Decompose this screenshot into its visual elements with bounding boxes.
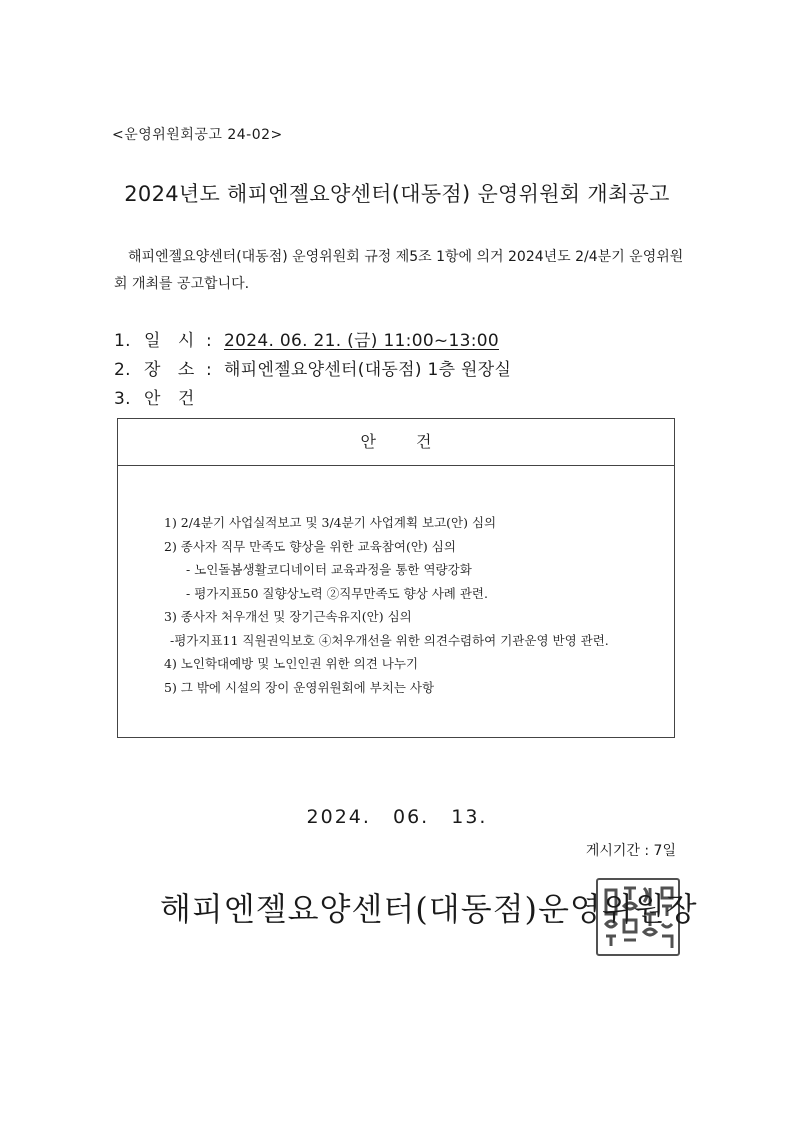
- item-colon: :: [206, 331, 213, 351]
- agenda-header: 안건: [118, 419, 674, 466]
- agenda-subline: - 노인돌봄생활코디네이터 교육과정을 통한 역량강화: [186, 562, 472, 577]
- item-number: 1.: [114, 331, 131, 351]
- item-agenda: [114, 384, 206, 409]
- agenda-line: 4) 노인학대예방 및 노인인권 위한 의견 나누기: [164, 656, 419, 671]
- posting-period: 게시기간 : 7일: [585, 843, 676, 859]
- agenda-subline: - 평가지표50 질향상노력 ②직무만족도 향상 사례 관련.: [186, 585, 488, 601]
- intro-paragraph: [114, 244, 686, 298]
- item-datetime: [114, 326, 499, 351]
- item-number: 2.: [114, 360, 131, 380]
- agenda-line: 2) 종사자 직무 만족도 향상을 위한 교육참여(안) 심의: [164, 538, 456, 554]
- meeting-location: 해피엔젤요양센터(대동점) 1층 원장실: [224, 360, 512, 380]
- organization-signature: 해피엔젤요양센터(대동점)운영위원장: [160, 890, 698, 928]
- agenda-line: 3) 종사자 처우개선 및 장기근속유지(안) 심의: [164, 609, 412, 624]
- agenda-box: [117, 418, 675, 738]
- meeting-datetime: 2024. 06. 21. (금) 11:00~13:00: [224, 331, 499, 351]
- notice-date: 2024. 06. 13.: [306, 806, 488, 828]
- document-title: 2024년도 해피엔젤요양센터(대동점) 운영위원회 개최공고: [124, 182, 670, 206]
- intro-text: 해피엔젤요양센터(대동점) 운영위원회 규정 제5조 1항에 의거 2024년도 2/4분기 운영위원회 개최를 공고합니다.: [114, 249, 684, 292]
- item-location: [114, 355, 511, 380]
- agenda-subline: -평가지표11 직원권익보호 ④처우개선을 위한 의견수렴하여 기관운영 반영 관련.: [170, 632, 609, 648]
- item-colon: :: [206, 360, 213, 380]
- item-number: 3.: [114, 389, 131, 409]
- agenda-list: [164, 511, 609, 699]
- item-label: 일 시: [144, 331, 201, 351]
- item-label: 장 소: [144, 360, 201, 380]
- agenda-line: 5) 그 밖에 시설의 장이 운영위원회에 부치는 사항: [164, 679, 435, 695]
- notice-number: <운영위원회공고 24-02>: [112, 127, 283, 143]
- item-label: 안 건: [144, 389, 201, 409]
- agenda-line: 1) 2/4분기 사업실적보고 및 3/4분기 사업계획 보고(안) 심의: [164, 515, 497, 530]
